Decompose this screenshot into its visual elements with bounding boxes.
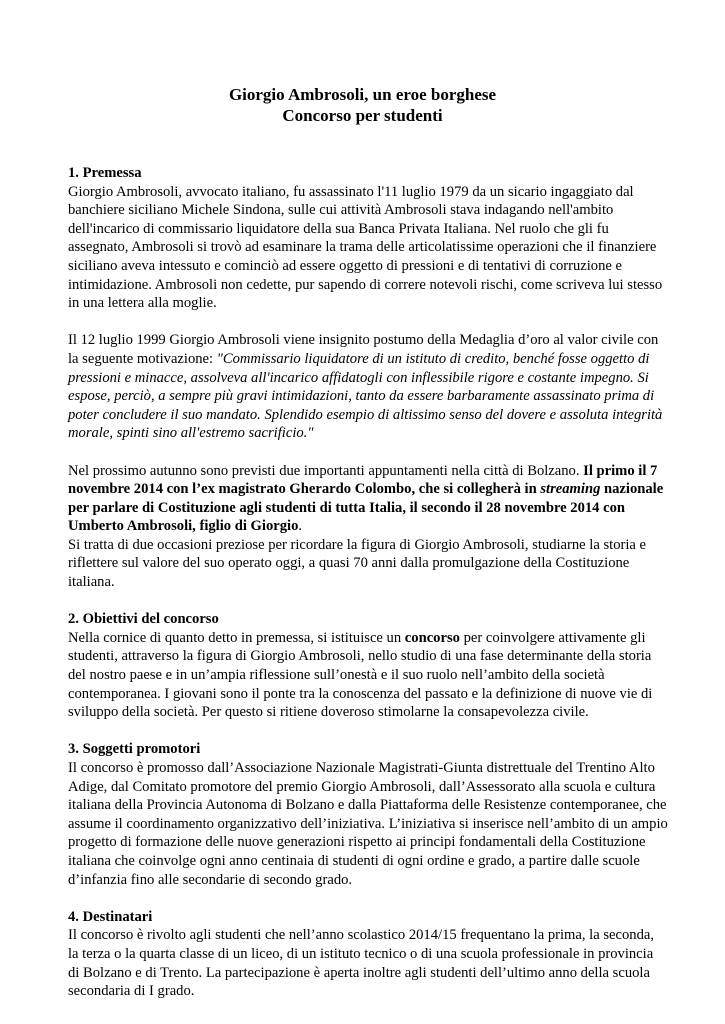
paragraph-destinatari: Il concorso è rivolto agli studenti che nell’anno scolastico 2014/15 frequentano la prima, la seconda, la terza o la quarta classe di un liceo, di un istituto tecnico o di una scuola professionale in provincia di Bolzano e di Trento. La partecipazione è aperta inoltre agli studenti dell’ultimo anno della scuola secondaria di I grado. — [68, 927, 655, 1000]
events-second: nazionale per parlare di Costituzione agli studenti di tutta Italia, il secondo il 28 novembre 2014 con Umberto Ambrosoli, figlio di Giorgio — [68, 481, 664, 535]
obiettivi-part-2: per coinvolgere attivamente gli studenti, attraverso la figura di Giorgio Ambrosoli, nello studio di una fase determinante della storia del nostro paese e in un’ampia riflessione sull’onestà e il suo ruolo nell’ambito della società contemporanea. I giovani sono il ponte tra la conoscenza del passato e la definizione di nuove vie di sviluppo della società. Per questo si ritiene doveroso stimolarne la consapevolezza civile. — [68, 629, 653, 721]
paragraph-obiettivi — [68, 629, 668, 722]
events-period: . — [298, 518, 303, 535]
section-heading-premessa: 1. Premessa — [68, 165, 142, 181]
paragraph-promotori: Il concorso è promosso dall’Associazione Nazionale Magistrati-Giunta distrettuale del Trentino Alto Adige, dal Comitato promotore del premio Giorgio Ambrosoli, dall’Assessorato alla scuola e cultura italiana della Provincia Autonoma di Bolzano e dalla Piattaforma delle Resistenze contemporanee, che assume il coordinamento organizzativo dell’iniziativa. L’iniziativa si inserisce nell’ambito di un ampio progetto di formazione delle nuove generazioni rispetto ai principi fondamentali della Costituzione italiana che coinvolge ogni anno centinaia di studenti di ogni ordine e grado, a partire dalle scuole d’infanzia fino alle secondarie di secondo grado. — [68, 760, 668, 888]
section-heading-destinatari: 4. Destinatari — [68, 908, 153, 925]
document-body — [68, 164, 668, 1019]
paragraph-premessa-2 — [68, 331, 668, 443]
paragraph-premessa-4: Si tratta di due occasioni preziose per ricordare la figura di Giorgio Ambrosoli, studiarne la storia e riflettere sul valore del suo operato oggi, a quasi 70 anni dalla promulgazione della Costituzione italiana. — [68, 536, 647, 591]
events-intro: Nel prossimo autunno sono previsti due importanti appuntamenti nella città di Bolzano. — [68, 462, 584, 479]
motivation-intro: Il 12 luglio 1999 Giorgio Ambrosoli viene insignito postumo della Medaglia d’oro al valor civile con la seguente motivazione: — [68, 332, 659, 367]
events-first: Il primo il 7 novembre 2014 con l’ex magistrato Gherardo Colombo, che si collegherà in — [68, 462, 658, 498]
paragraph-premessa-3 — [68, 462, 668, 536]
obiettivi-part-1: Nella cornice di quanto detto in premessa, si istituisce un — [68, 629, 405, 646]
motivation-quote: "Commissario liquidatore di un istituto di credito, benché fosse oggetto di pressioni e minacce, assolveva all'incarico affidatogli con inflessibile rigore e costante impegno. Si espose, perciò, a sempre più gravi intimidazioni, tanto da essere barbaramente assassinato prima di poter concludere il suo mandato. Splendido esempio di altissimo senso del dovere e assoluta integrità morale, spinti sino all'estremo sacrificio." — [68, 350, 663, 442]
section-heading-obiettivi: 2. Obiettivi del concorso — [68, 611, 219, 628]
events-streaming: streaming — [540, 481, 601, 498]
title-line-1: Giorgio Ambrosoli, un eroe borghese — [228, 85, 497, 104]
document-title — [0, 84, 725, 126]
obiettivi-concorso: concorso — [404, 629, 460, 646]
paragraph-premessa-1: Giorgio Ambrosoli, avvocato italiano, fu assassinato l'11 luglio 1979 da un sicario ingaggiato dal banchiere siciliano Michele Sindona, sulle cui attività Ambrosoli stava indagando nell'ambito dell'incarico di commissario liquidatore della sua Banca Privata Italiana. Nel ruolo che gli fu assegnato, Ambrosoli si trovò ad esaminare la trama delle articolatissime operazioni che il finanziere siciliano aveva intessuto e cominciò ad essere oggetto di pressioni e di tentativi di corruzione e intimidazione. Ambrosoli non cedette, pur sapendo di correre notevoli rischi, come scriveva lui stesso in una lettera alla moglie. — [68, 183, 663, 312]
section-heading-promotori: 3. Soggetti promotori — [68, 741, 201, 758]
title-line-2: Concorso per studenti — [282, 106, 443, 125]
